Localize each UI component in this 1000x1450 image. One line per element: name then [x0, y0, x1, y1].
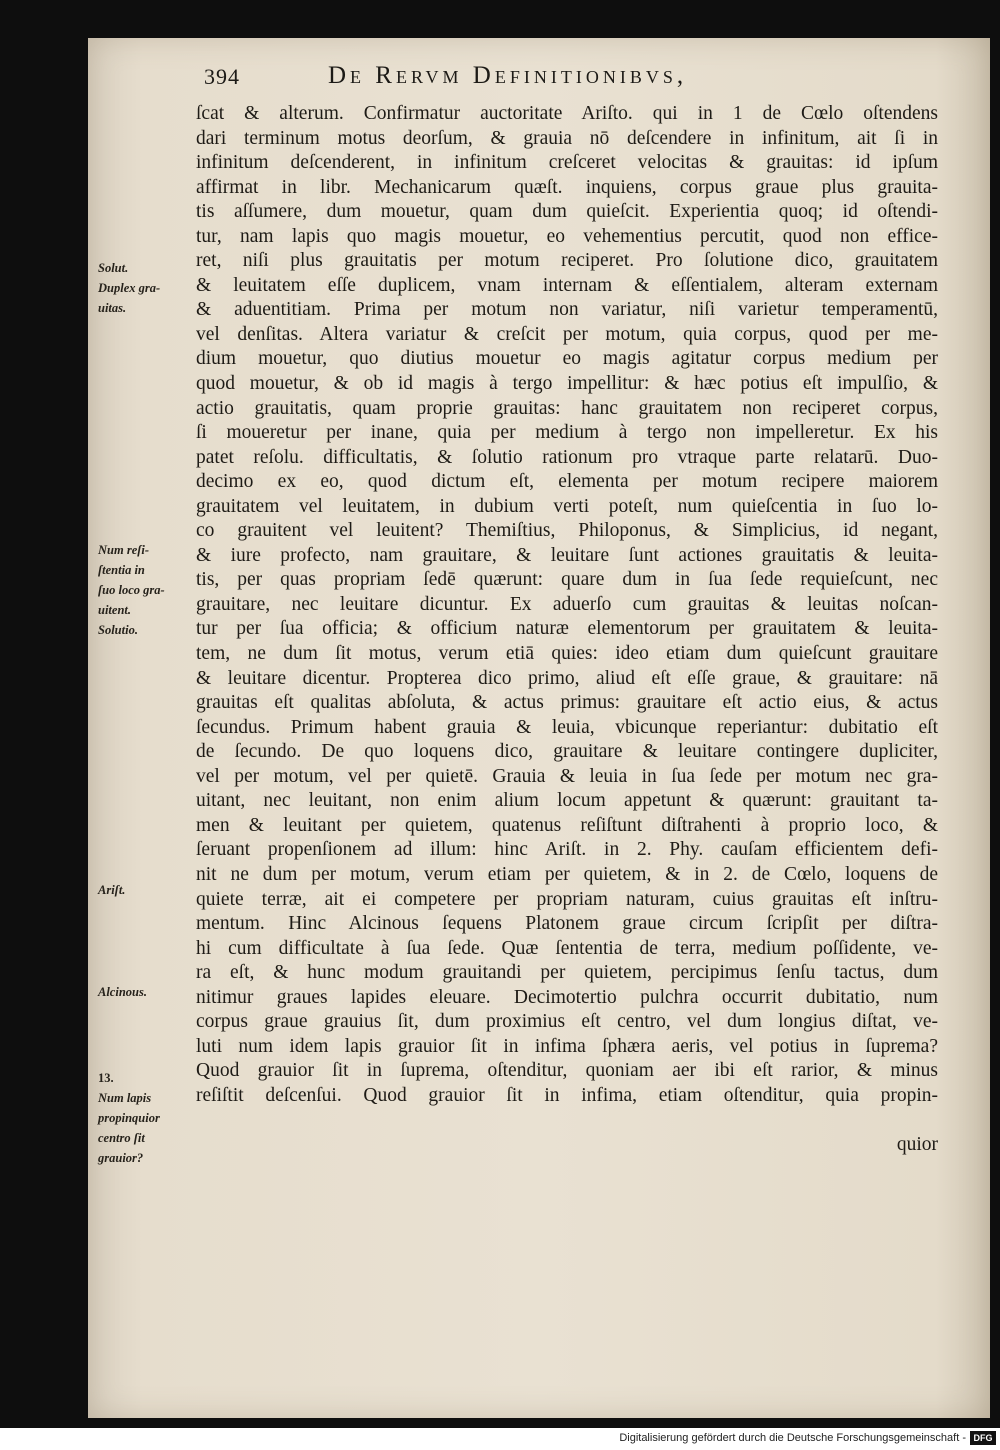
margin-note-line: ſuo loco gra-	[98, 583, 165, 597]
text-line: tis aſſumere, dum mouetur, quam dum quieſcit. Experientia quoq; id oſtendi-	[196, 201, 938, 223]
text-line: infinitum deſcenderent, in infinitum creſceret velocitas & grauitas: id ipſum	[196, 152, 938, 174]
text-line: tur, nam lapis quo magis mouetur, eo vehementius percutit, quod non effice-	[196, 225, 938, 247]
text-line: patet reſolu. difficultatis, & ſolutio rationum pro vtraque parte relatarū. Duo-	[196, 446, 938, 468]
text-line: tur per ſua officia; & officium naturæ elementorum per grauitatem & leuita-	[196, 618, 938, 640]
text-line: tis, per quas propriam ſedē quærunt: quare dum in ſua ſede requieſcunt, nec	[196, 569, 938, 591]
margin-note-line: grauior?	[98, 1151, 144, 1165]
text-line: ſecundus. Primum habent grauia & leuia, vbicunque reperiantur: dubitatio eſt	[196, 716, 938, 738]
text-line: actio grauitatis, quam proprie grauitas: hanc grauitatem non reciperet corpus,	[196, 397, 938, 419]
margin-note-line: ſtentia in	[98, 563, 145, 577]
text-line: ſeruant propenſionem ad illum: hinc Ariſt. in 2. Phy. cauſam efficientem defi-	[196, 839, 938, 861]
margin-note-alcinous	[98, 982, 147, 1002]
text-line: corpus graue grauius ſit, dum proximius eſt centro, vel dum longius diſtat, ve-	[196, 1011, 938, 1033]
text-line: dium mouetur, quo diutius mouetur eo magis agitatur corpus medium per	[196, 348, 938, 370]
footer-bar	[0, 1428, 1000, 1450]
margin-note-line: propinquior	[98, 1111, 160, 1125]
margin-note-line: uitent.	[98, 603, 131, 617]
margin-note-line: uitas.	[98, 301, 127, 315]
text-line: & leuitatem eſſe duplicem, vnam internam & eſſentialem, alteram externam	[196, 274, 938, 296]
text-line: co grauitent vel leuitent? Themiſtius, Philoponus, & Simplicius, id negant,	[196, 520, 938, 542]
text-line: reſiſtit deſcenſui. Quod grauior ſit in infima, etiam oſtenditur, quia propin-	[196, 1084, 938, 1106]
text-line: decimo ex eo, quod dictum eſt, elementa per motum recipere maiorem	[196, 471, 938, 493]
text-line: vel denſitas. Altera variatur & creſcit per motum, quia corpus, quod per me-	[196, 323, 938, 345]
text-line: Quod grauior ſit in ſuprema, oſtenditur, quoniam aer ibi eſt rarior, & minus	[196, 1060, 938, 1082]
text-line: quiete terræ, ait ei competere per propriam naturam, cuius grauitas eſt inſtru-	[196, 888, 938, 910]
text-line: ret, niſi plus grauitatis per motum reciperet. Pro ſolutione dico, grauitatem	[196, 250, 938, 272]
margin-note-question-13	[98, 1068, 160, 1168]
main-text-block	[196, 102, 938, 1158]
text-line: & iure profecto, nam grauitare, & leuitare ſunt actiones grauitatis & leuita-	[196, 544, 938, 566]
text-line: hi cum difficultate à ſua ſede. Quæ ſententia de terra, medium poſſidente, ve-	[196, 937, 938, 959]
text-line: vel per motum, vel per quietē. Grauia & leuia in ſua ſede per motum nec gra-	[196, 765, 938, 787]
text-line: tem, ne dum ſit motus, verum etiā quies: ideo etiam dum quieſcunt grauitare	[196, 643, 938, 665]
text-line: ſi moueretur per inane, quia per medium à tergo non impelleretur. Ex his	[196, 422, 938, 444]
text-line: uitant, nec leuitant, non enim alium locum appetunt & quærunt: grauitant ta-	[196, 790, 938, 812]
page-number: 394	[204, 64, 240, 89]
running-title: De Rervm Definitionibvs,	[328, 62, 688, 89]
margin-note-line: Solut.	[98, 261, 129, 275]
margin-note-line: Num reſi-	[98, 543, 150, 557]
text-line: grauitare, nec leuitare dicuntur. Ex aduerſo cum grauitas & leuitas noſcan-	[196, 593, 938, 615]
text-line: de ſecundo. De quo loquens dico, grauitare & leuitare contingere dupliciter,	[196, 741, 938, 763]
text-line: & leuitare dicentur. Propterea dico primo, aliud eſt eſſe graue, & grauitare: nā	[196, 667, 938, 689]
text-line: grauitas eſt qualitas abſoluta, & actus primus: grauitare eſt actio eius, & actus	[196, 692, 938, 714]
text-line: nit ne dum per motum, verum etiam per quietem, & in 2. de Cœlo, loquens de	[196, 863, 938, 885]
margin-note-solution	[98, 258, 160, 318]
margin-note-line: Alcinous.	[98, 985, 147, 999]
text-line: grauitatem vel leuitatem, in dubium verti poteſt, num quieſcentia in ſuo lo-	[196, 495, 938, 517]
margin-note-line: Ariſt.	[98, 883, 126, 897]
margin-note-line: Duplex gra-	[98, 281, 161, 295]
dfg-logo: DFG	[970, 1431, 996, 1445]
text-line: ſcat & alterum. Confirmatur auctoritate Ariſto. qui in 1 de Cœlo oſtendens	[196, 103, 938, 124]
catchword: quior	[896, 1133, 938, 1155]
margin-note-rest	[98, 540, 165, 640]
text-line: dari terminum motus deorſum, & grauia nō deſcendere in infinitum, ait ſi in	[196, 127, 938, 149]
text-line: luti num idem lapis grauior ſit in infima ſphæra aeris, vel potius in ſuprema?	[196, 1035, 938, 1057]
text-line: affirmat in libr. Mechanicarum quæſt. inquiens, corpus graue plus grauita-	[196, 176, 938, 198]
text-line	[196, 1108, 938, 1133]
margin-note-line: Solutio.	[98, 623, 138, 637]
running-head	[120, 62, 900, 98]
footer-credit: Digitalisierung gefördert durch die Deutsche Forschungsgemeinschaft -	[619, 1432, 966, 1444]
margin-note-line: centro ſit	[98, 1131, 145, 1145]
margin-note-arist	[98, 880, 125, 900]
text-line: nitimur graues lapides eleuare. Decimotertio pulchra occurrit dubitatio, num	[196, 986, 938, 1008]
margin-note-number: 13.	[98, 1071, 114, 1085]
text-line: quod mouetur, & ob id magis à tergo impellitur: & hæc potius eſt impulſio, &	[196, 373, 938, 395]
text-line: mentum. Hinc Alcinous ſequens Platonem graue circum ſcripſit per diſtra-	[196, 913, 938, 935]
text-line: men & leuitant per quietem, quatenus reſiſtunt diſtrahenti à proprio loco, &	[196, 814, 938, 836]
text-line: ra eſt, & hunc modum grauitandi per quietem, percipimus ſenſu tactus, dum	[196, 962, 938, 984]
margin-note-line: Num lapis	[98, 1091, 152, 1105]
text-line: & aduentitiam. Prima per motum non variatur, niſi varietur temperamentū,	[196, 299, 938, 321]
